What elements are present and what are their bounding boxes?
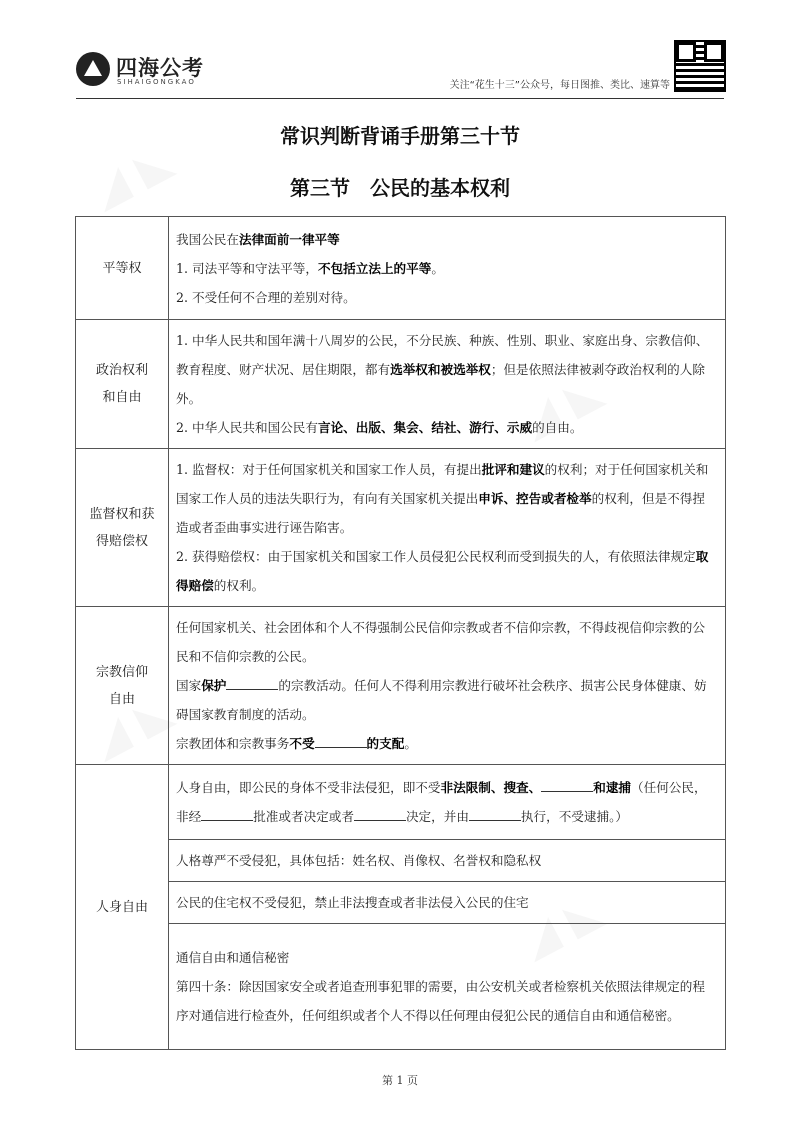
table-row [76,924,726,1050]
header-notice: 关注“花生十三”公众号，每日图推、类比、速算等 [449,80,670,91]
fill-blank [315,733,367,748]
page-header [0,0,800,100]
row-content: 任何国家机关、社会团体和个人不得强制公民信仰宗教或者不信仰宗教，不得歧视信仰宗教的公民和不信仰宗教的公民。 国家保护 的宗教活动。任何人不得利用宗教进行破坏社会秩序、损害公民身体健康、妨碍国家教育制度的活动。 宗教团体和宗教事务不受 的支配。 [169,607,726,765]
row-content: 通信自由和通信秘密 第四十条：除因国家安全或者追查刑事犯罪的需要，由公安机关或者检察机关依照法律规定的程序对通信进行检查外，任何组织或者个人不得以任何理由侵犯公民的通信自由和通信秘密。 [169,924,726,1050]
row-label: 宗教信仰 自由 [76,607,169,765]
qr-code-icon [676,42,724,90]
row-content: 公民的住宅权不受侵犯，禁止非法搜查或者非法侵入公民的住宅 [169,882,726,924]
table-row [76,217,726,320]
document-title: 常识判断背诵手册第三十节 [280,124,520,148]
row-content: 1. 监督权：对于任何国家机关和国家工作人员，有提出批评和建议的权利；对于任何国家机关和国家工作人员的违法失职行为，有向有关国家机关提出申诉、控告或者检举的权利，但是不得捏造或者歪曲事实进行诬告陷害。 2. 获得赔偿权：由于国家机关和国家工作人员侵犯公民权利而受到损失的人，有依照法律规定取得赔偿的权利。 [169,449,726,607]
fill-blank [469,806,521,821]
table-row [76,840,726,882]
table-row [76,765,726,840]
row-content: 我国公民在法律面前一律平等 1. 司法平等和守法平等，不包括立法上的平等。 2. 不受任何不合理的差别对待。 [169,217,726,320]
row-content: 1. 中华人民共和国年满十八周岁的公民，不分民族、种族、性别、职业、家庭出身、宗教信仰、教育程度、财产状况、居住期限，都有选举权和被选举权；但是依照法律被剥夺政治权利的人除外。 2. 中华人民共和国公民有言论、出版、集会、结社、游行、示威的自由。 [169,320,726,449]
page-number: 第 1 页 [382,1074,418,1087]
row-label: 平等权 [76,217,169,320]
table-row [76,320,726,449]
brand-subtitle: SIHAIGONGKAO [117,78,196,86]
section-title: 第三节 公民的基本权利 [290,176,510,200]
brand-logo-icon [76,52,110,86]
table-row [76,607,726,765]
brand-name: 四海公考 [116,56,204,80]
fill-blank [226,675,278,690]
rights-table [75,216,726,1050]
fill-blank [541,777,593,792]
row-content: 人格尊严不受侵犯，具体包括：姓名权、肖像权、名誉权和隐私权 [169,840,726,882]
row-label: 政治权利 和自由 [76,320,169,449]
table-row [76,449,726,607]
fill-blank [354,806,406,821]
fill-blank [201,806,253,821]
table-row [76,882,726,924]
row-label: 人身自由 [76,765,169,1050]
row-label: 监督权和获 得赔偿权 [76,449,169,607]
header-divider [76,98,724,99]
row-content: 人身自由，即公民的身体不受非法侵犯，即不受非法限制、搜查、 和逮捕（任何公民，非经 批准或者决定或者 决定，并由 执行，不受逮捕。） [169,765,726,840]
